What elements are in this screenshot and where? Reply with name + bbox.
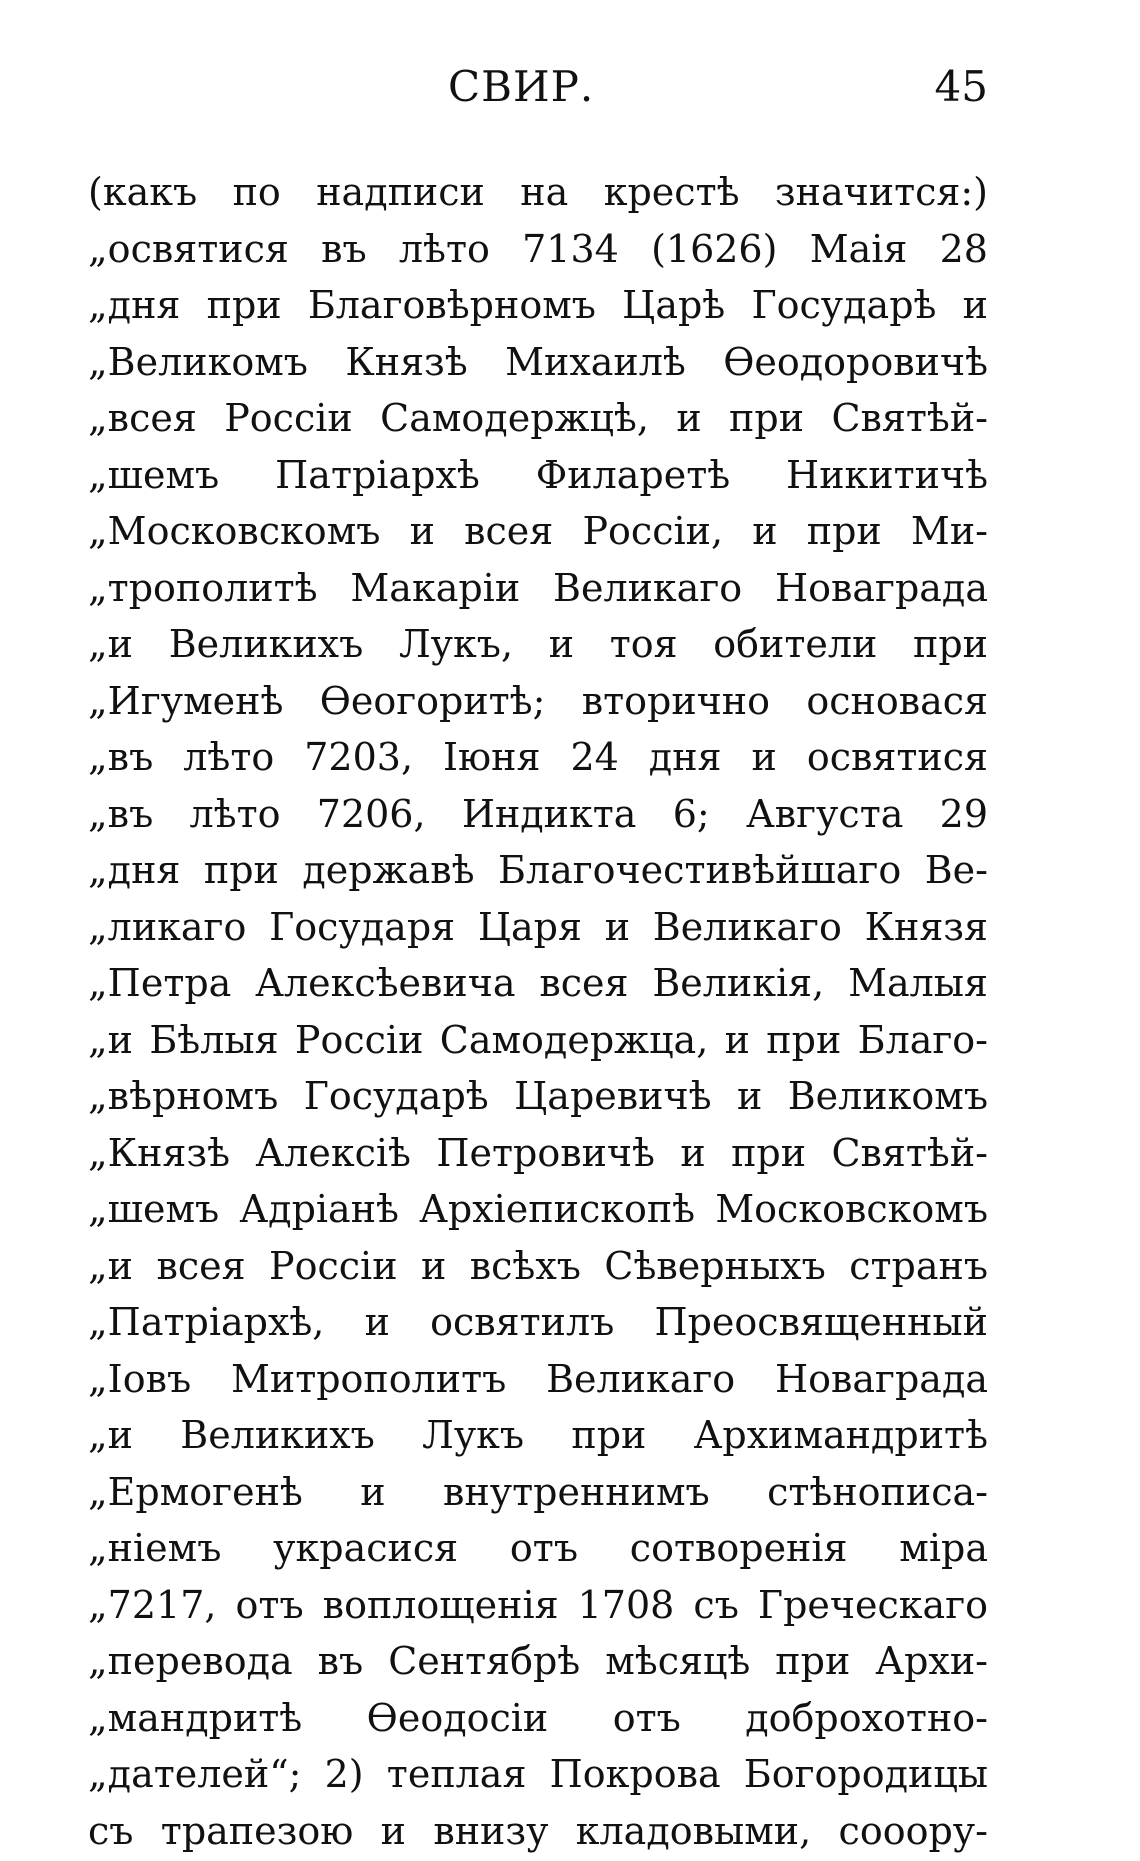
text-line: „трополитѣ Макаріи Великаго Новаграда — [88, 565, 988, 610]
text-line: „Московскомъ и всея Россіи, и при Ми- — [88, 509, 988, 553]
text-line: „вѣрномъ Государѣ Царевичѣ и Великомъ — [88, 1074, 988, 1118]
text-line: „Ермогенѣ и внутреннимъ стѣнописа- — [88, 1469, 988, 1514]
text-line: „дня при Благовѣрномъ Царѣ Государѣ и — [88, 283, 988, 327]
text-line: „дня при державѣ Благочестивѣйшаго Ве- — [88, 848, 988, 892]
text-line: „и Великихъ Лукъ, и тоя обители при — [88, 622, 988, 666]
text-line: „Великомъ Князѣ Михаилѣ Ѳеодоровичѣ — [88, 339, 988, 384]
text-line: „ніемъ украсися отъ сотворенія міра — [88, 1526, 988, 1570]
running-head — [88, 62, 988, 122]
text-line: „въ лѣто 7203, Іюня 24 дня и освятися — [88, 735, 988, 779]
text-line: „Патріархѣ, и освятилъ Преосвященный — [88, 1300, 988, 1344]
text-line: „шемъ Адріанѣ Архіепископѣ Московскомъ — [88, 1187, 988, 1231]
text-line: „Игуменѣ Ѳеогоритѣ; вторично основася — [88, 678, 988, 723]
body-text — [88, 164, 988, 1859]
text-line: „7217, отъ воплощенія 1708 съ Греческаго — [88, 1582, 988, 1627]
text-line: „мандритѣ Ѳеодосіи отъ доброхотно- — [88, 1695, 988, 1740]
text-line: „и Бѣлыя Россіи Самодержца, и при Благо- — [88, 1017, 988, 1062]
text-line: „и всея Россіи и всѣхъ Сѣверныхъ странъ — [88, 1243, 988, 1288]
text-line: „дателей“; 2) теплая Покрова Богородицы — [88, 1752, 988, 1796]
text-line: „Петра Алексѣевича всея Великія, Малыя — [88, 961, 988, 1005]
text-line: „перевода въ Сентябрѣ мѣсяцѣ при Архи- — [88, 1639, 988, 1683]
text-line: „освятися въ лѣто 7134 (1626) Маія 28 — [88, 226, 988, 271]
text-line: „ликаго Государя Царя и Великаго Князя — [88, 904, 988, 949]
text-line: „всея Россіи Самодержцѣ, и при Святѣй- — [88, 396, 988, 440]
text-line: „въ лѣто 7206, Индикта 6; Августа 29 — [88, 791, 988, 836]
text-line: „Князѣ Алексіѣ Петровичѣ и при Святѣй- — [88, 1130, 988, 1175]
text-line: (какъ по надписи на крестѣ значится:) — [88, 170, 988, 214]
page-number: 45 — [934, 62, 988, 111]
text-line: съ трапезою и внизу кладовыми, сооору- — [88, 1808, 988, 1853]
text-line: „и Великихъ Лукъ при Архимандритѣ — [88, 1413, 988, 1457]
running-head-title: СВИР. — [448, 62, 595, 111]
text-line: „шемъ Патріархѣ Филаретѣ Никитичѣ — [88, 452, 988, 497]
text-line: „Іовъ Митрополитъ Великаго Новаграда — [88, 1356, 988, 1401]
